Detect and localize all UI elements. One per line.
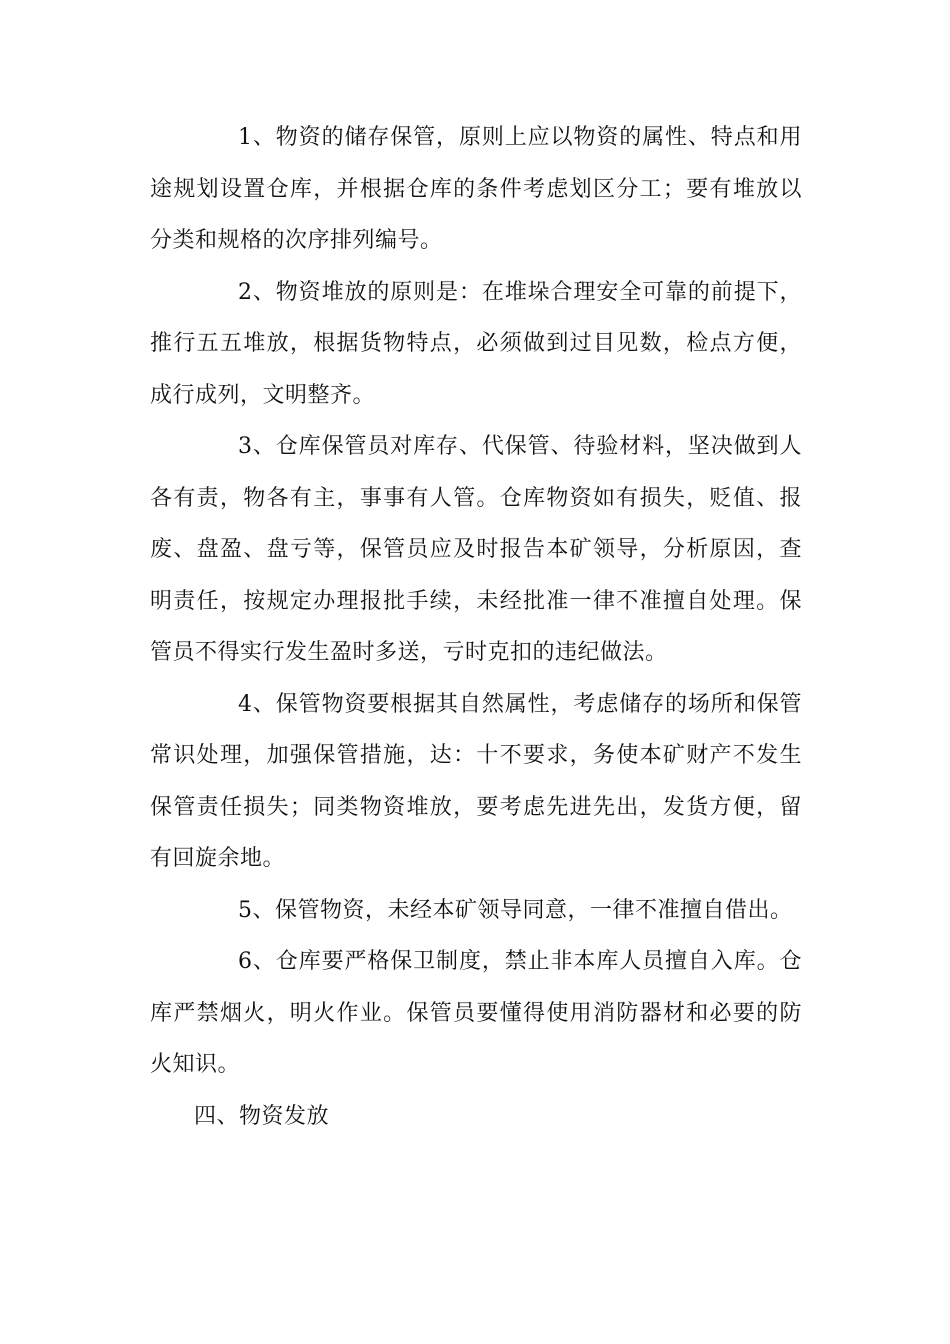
paragraph-storage-measures: 4、保管物资要根据其自然属性，考虑储存的场所和保管常识处理，加强保管措施，达：十不要求，务使本矿财产不发生保管责任损失；同类物资堆放，要考虑先进先出，发货方便，留有回旋余地。 [150, 691, 802, 871]
paragraph-fire-safety: 6、仓库要严格保卫制度，禁止非本库人员擅自入库。仓库严禁烟火，明火作业。保管员要懂得使用消防器材和必要的防火知识。 [150, 949, 802, 1077]
paragraph-keeper-responsibility: 3、仓库保管员对库存、代保管、待验材料，坚决做到人各有责，物各有主，事事有人管。仓库物资如有损失，贬值、报废、盘盈、盘亏等，保管员应及时报告本矿领导，分析原因，查明责任，按规定办理报批手续，未经批准一律不准擅自处理。保管员不得实行发生盈时多送，亏时克扣的违纪做法。 [150, 434, 802, 665]
paragraph-storage-principle: 1、物资的储存保管，原则上应以物资的属性、特点和用途规划设置仓库，并根据仓库的条件考虑划区分工；要有堆放以分类和规格的次序排列编号。 [150, 125, 802, 253]
document-body [150, 112, 802, 1142]
section-heading-material-issuance: 四、物资发放 [194, 1103, 330, 1129]
paragraph-lending-rule: 5、保管物资，未经本矿领导同意，一律不准擅自借出。 [238, 897, 793, 923]
paragraph-stacking-principle: 2、物资堆放的原则是：在堆垛合理安全可靠的前提下，推行五五堆放，根据货物特点，必须做到过目见数，检点方便，成行成列，文明整齐。 [150, 279, 802, 408]
